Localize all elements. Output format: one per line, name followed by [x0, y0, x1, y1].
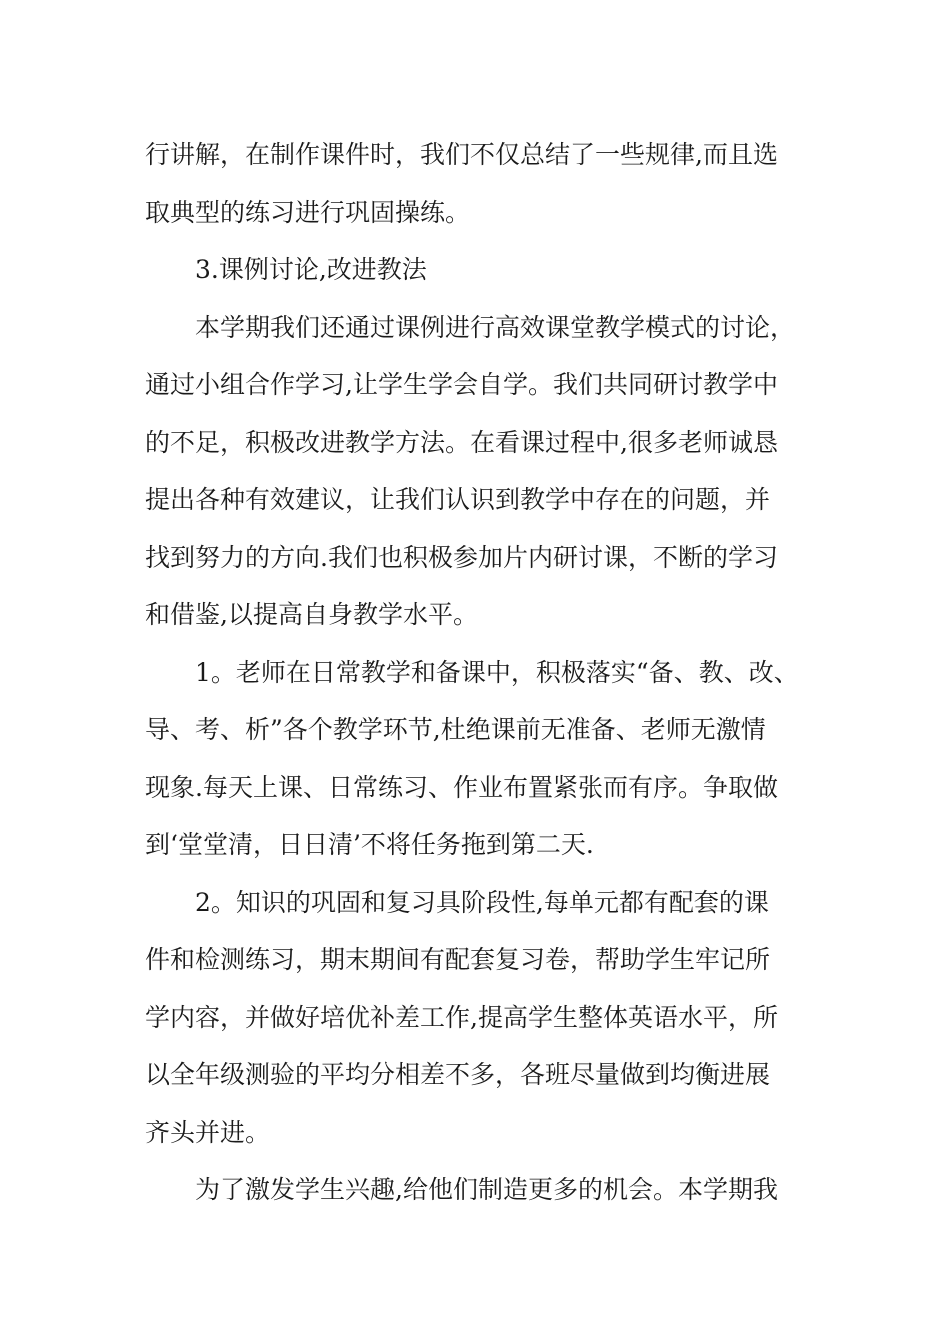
text-line: 导、考、析”各个教学环节,杜绝课前无准备、老师无激情: [145, 715, 766, 744]
text-line: 1。老师在日常教学和备课中，积极落实“备、教、改、: [195, 657, 799, 687]
text-line: 和借鉴,以提高自身教学水平。: [145, 600, 478, 629]
text-line: 行讲解，在制作课件时，我们不仅总结了一些规律,而且选: [145, 140, 778, 169]
text-line: 2。知识的巩固和复习具阶段性,每单元都有配套的课: [195, 887, 769, 917]
text-line: 通过小组合作学习,让学生学会自学。我们共同研讨教学中: [145, 370, 778, 399]
text-line: 以全年级测验的平均分相差不多，各班尽量做到均衡进展: [145, 1060, 771, 1089]
text-line: 学内容，并做好培优补差工作,提高学生整体英语水平，所: [145, 1002, 778, 1032]
text-line: 本学期我们还通过课例进行高效课堂教学模式的讨论，: [195, 312, 796, 342]
text-line: 的不足，积极改进教学方法。在看课过程中,很多老师诚恳: [145, 427, 778, 457]
document-body: [145, 126, 835, 1219]
text-line: 件和检测练习，期末期间有配套复习卷，帮助学生牢记所: [145, 945, 771, 974]
text-line: 为了激发学生兴趣,给他们制造更多的机会。本学期我: [195, 1175, 778, 1204]
text-line: 到‘堂堂清，日日清’不将任务拖到第二天.: [145, 830, 594, 859]
text-line: 提出各种有效建议，让我们认识到教学中存在的问题，并: [145, 485, 771, 514]
text-line: 找到努力的方向.我们也积极参加片内研讨课，不断的学习: [145, 542, 778, 572]
text-line: 取典型的练习进行巩固操练。: [145, 197, 471, 227]
section-heading: 3.课例讨论,改进教法: [195, 255, 427, 284]
text-line: 现象.每天上课、日常练习、作业布置紧张而有序。争取做: [145, 772, 778, 802]
text-line: 齐头并进。: [145, 1117, 271, 1147]
